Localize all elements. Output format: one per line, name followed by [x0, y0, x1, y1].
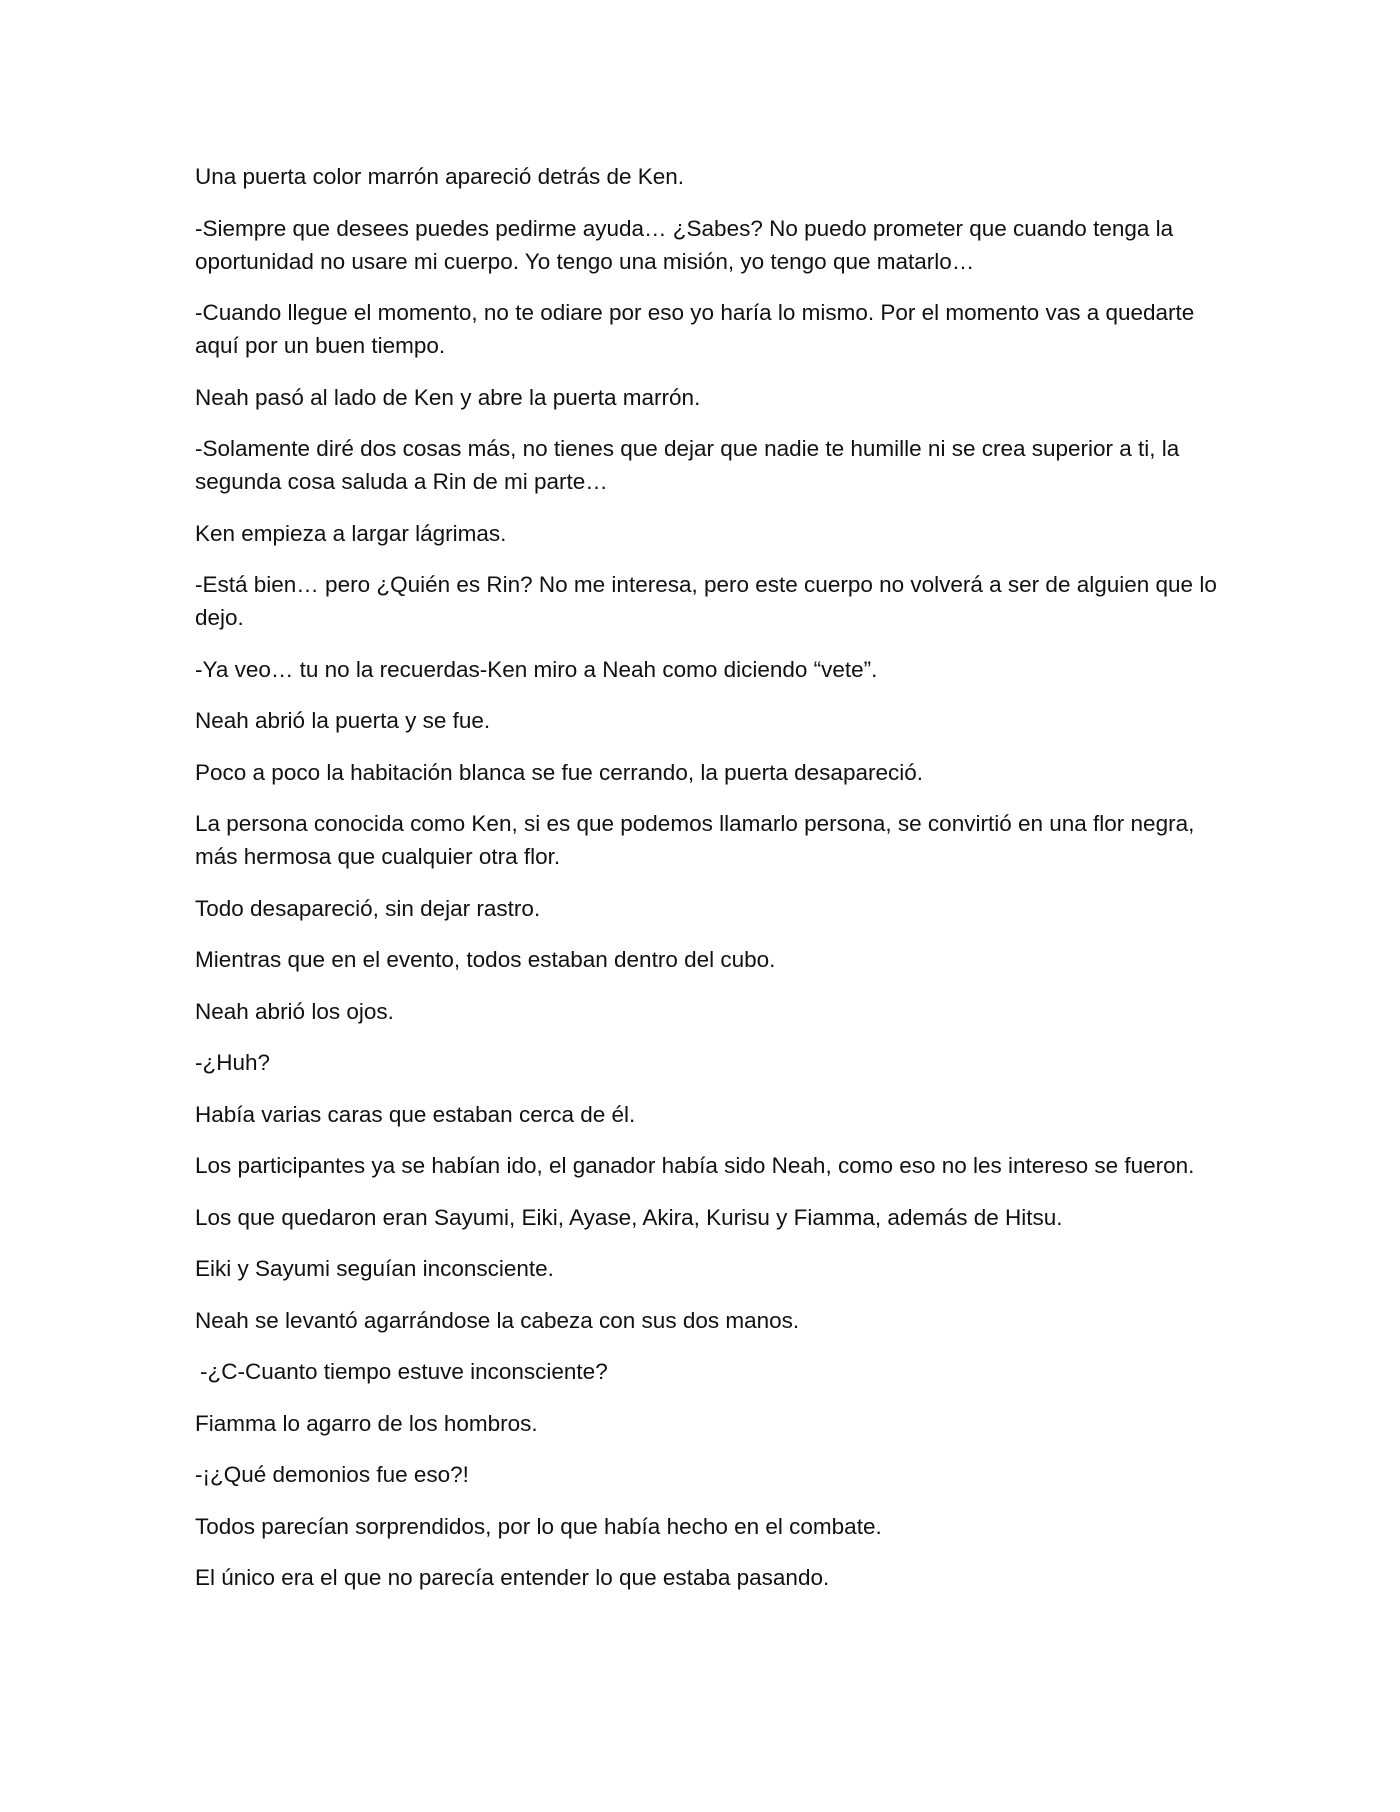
paragraph-1: Una puerta color marrón apareció detrás de Ken.: [195, 164, 685, 189]
paragraph-2: -Siempre que desees puedes pedirme ayuda… ¿Sabes? No puedo prometer que cuando tenga la oportunidad no usare mi cuerpo. Yo tengo una misión, yo tengo que matarlo…: [195, 215, 1174, 274]
paragraph-22: Fiamma lo agarro de los hombros.: [195, 1410, 538, 1436]
paragraph-20: Neah se levantó agarrándose la cabeza con sus dos manos.: [195, 1307, 800, 1333]
paragraph-18: Los que quedaron eran Sayumi, Eiki, Ayase, Akira, Kurisu y Fiamma, además de Hitsu.: [195, 1204, 1063, 1230]
paragraph-24: Todos parecían sorprendidos, por lo que había hecho en el combate.: [195, 1513, 882, 1539]
paragraph-21: -¿C-Cuanto tiempo estuve inconsciente?: [200, 1359, 608, 1384]
paragraph-11: La persona conocida como Ken, si es que podemos llamarlo persona, se convirtió en una flor negra, más hermosa que cualquier otra flor.: [195, 811, 1195, 869]
document-body: [195, 160, 1235, 1613]
paragraph-16: Había varias caras que estaban cerca de él.: [195, 1101, 636, 1127]
paragraph-4: Neah pasó al lado de Ken y abre la puerta marrón.: [195, 384, 701, 410]
paragraph-3: -Cuando llegue el momento, no te odiare por eso yo haría lo mismo. Por el momento vas a quedarte aquí por un buen tiempo.: [195, 300, 1195, 358]
paragraph-23: -¡¿Qué demonios fue eso?!: [195, 1462, 469, 1487]
paragraph-13: Mientras que en el evento, todos estaban dentro del cubo.: [195, 947, 776, 972]
paragraph-14: Neah abrió los ojos.: [195, 998, 394, 1024]
paragraph-10: Poco a poco la habitación blanca se fue cerrando, la puerta desapareció.: [195, 759, 923, 785]
paragraph-8: -Ya veo… tu no la recuerdas-Ken miro a Neah como diciendo “vete”.: [195, 656, 878, 682]
paragraph-25: El único era el que no parecía entender lo que estaba pasando.: [195, 1565, 830, 1590]
paragraph-15: -¿Huh?: [195, 1050, 271, 1075]
paragraph-9: Neah abrió la puerta y se fue.: [195, 708, 491, 733]
paragraph-19: Eiki y Sayumi seguían inconsciente.: [195, 1256, 554, 1281]
paragraph-17: Los participantes ya se habían ido, el ganador había sido Neah, como eso no les intereso se fueron.: [195, 1153, 1195, 1178]
paragraph-7: -Está bien… pero ¿Quién es Rin? No me interesa, pero este cuerpo no volverá a ser de alguien que lo dejo.: [195, 572, 1217, 630]
paragraph-6: Ken empieza a largar lágrimas.: [195, 520, 507, 546]
paragraph-5: -Solamente diré dos cosas más, no tienes que dejar que nadie te humille ni se crea superior a ti, la segunda cosa saluda a Rin de mi parte…: [195, 436, 1180, 494]
paragraph-12: Todo desapareció, sin dejar rastro.: [195, 895, 541, 921]
